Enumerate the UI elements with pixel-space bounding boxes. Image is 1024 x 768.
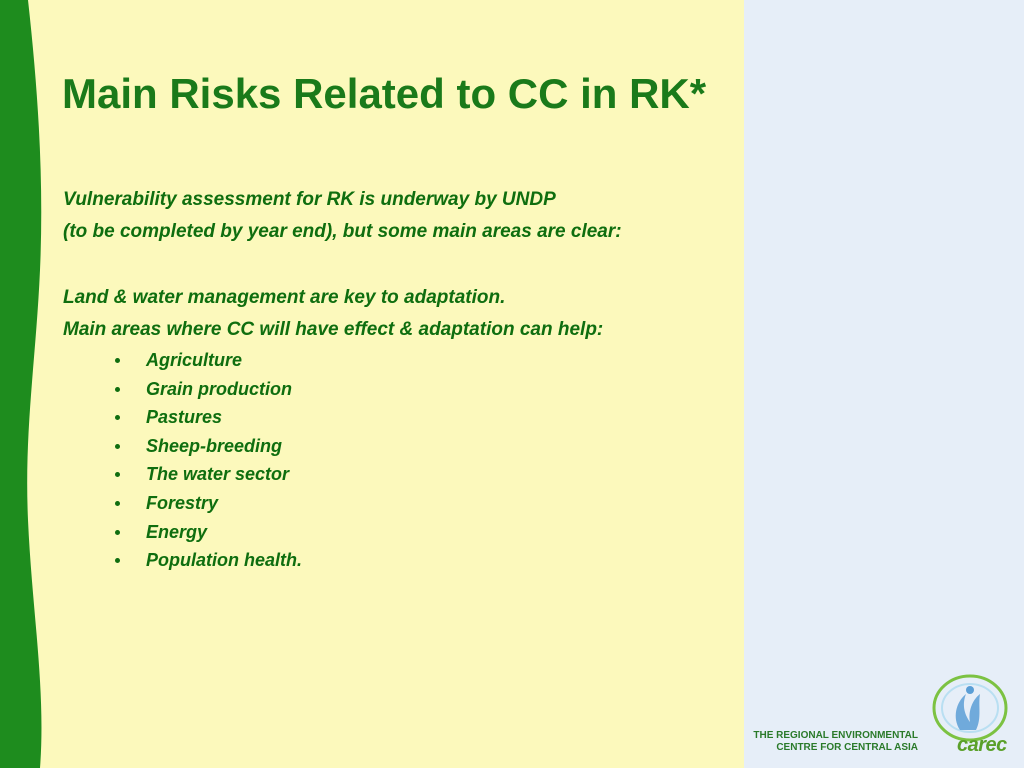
bullet-icon (115, 444, 120, 449)
bullet-text: Population health. (146, 550, 302, 571)
intro-line-1: Vulnerability assessment for RK is underway by UNDP (63, 189, 556, 210)
paragraph-spacer (63, 248, 743, 282)
bullet-list (63, 346, 743, 575)
organization-name-line-2: CENTRE FOR CENTRAL ASIA (776, 742, 918, 753)
bullet-text: Forestry (146, 492, 219, 513)
bullet-icon (115, 472, 120, 477)
list-item (63, 518, 743, 547)
list-item (63, 375, 743, 404)
decorative-wave-band (0, 0, 50, 768)
bullet-icon (115, 501, 120, 506)
bullet-icon (115, 530, 120, 535)
slide-title: Main Risks Related to CC in RK* (62, 70, 707, 117)
slide-body (63, 184, 743, 575)
bullet-icon (115, 387, 120, 392)
bullet-icon (115, 558, 120, 563)
list-item (63, 346, 743, 375)
land-water-line: Land & water management are key to adaptation. (63, 287, 506, 308)
list-item (63, 546, 743, 575)
bullet-text: Pastures (146, 407, 223, 428)
list-item (63, 489, 743, 518)
organization-name (700, 730, 918, 754)
list-item (63, 460, 743, 489)
intro-line-2: (to be completed by year end), but some main areas are clear: (63, 221, 622, 242)
bullet-icon (115, 415, 120, 420)
organization-name-line-1: THE REGIONAL ENVIRONMENTAL (753, 730, 918, 741)
list-item (63, 403, 743, 432)
bullet-text: The water sector (146, 464, 290, 485)
list-item (63, 432, 743, 461)
bullet-text: Sheep-breeding (146, 435, 283, 456)
bullet-text: Agriculture (146, 350, 243, 370)
bullet-text: Energy (146, 521, 208, 542)
bullet-icon (115, 358, 120, 363)
slide-side-panel (744, 0, 1024, 768)
carec-wordmark: carec (957, 734, 1007, 756)
bullet-text: Grain production (146, 378, 292, 399)
main-areas-line: Main areas where CC will have effect & adaptation can help: (63, 319, 604, 340)
